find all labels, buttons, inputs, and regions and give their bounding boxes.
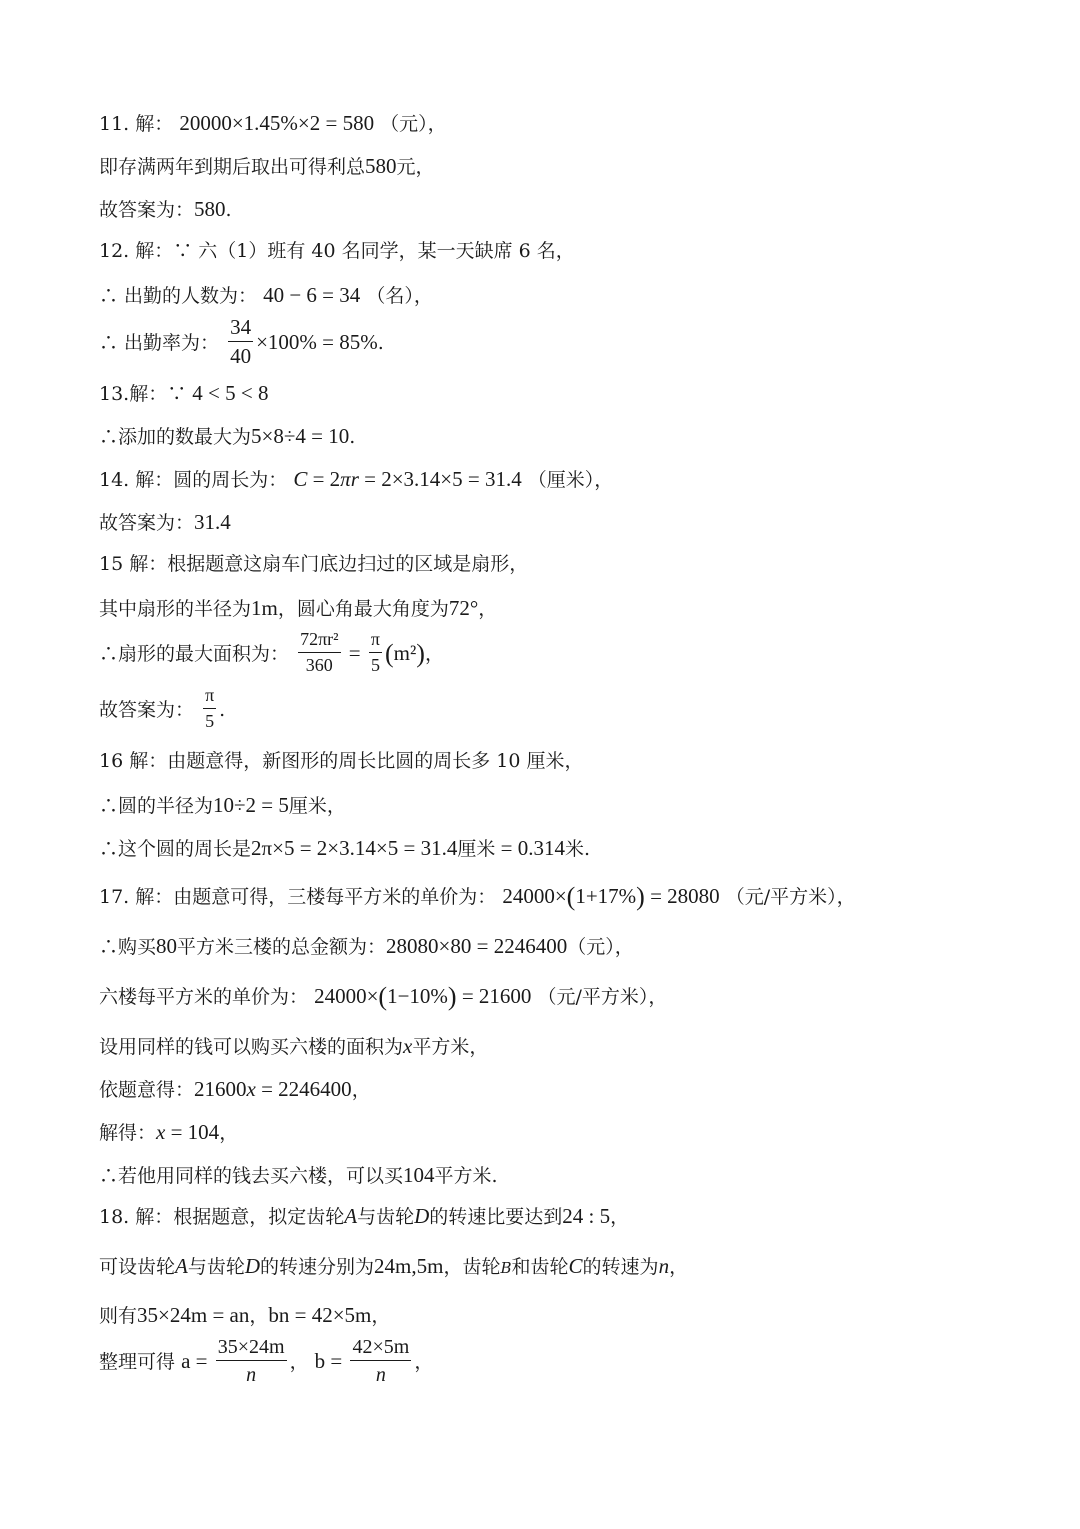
solution-15-line-3: ∴扇形的最大面积为： $\frac{\text{72πr²}}{360}$ = $\frac{\pi}{5}$ (m²)， — [99, 629, 444, 675]
fraction: $\frac{35\times 24m}{n}$ — [217, 1336, 285, 1386]
solution-11-answer: 故答案为：580. — [99, 197, 232, 221]
solution-13-line-1: 13.解：∵ 4 < 5 < 8 — [99, 381, 269, 405]
solution-13-line-2: ∴添加的数最大为5×8÷4 = 10. — [99, 424, 356, 448]
fraction: $\frac{42\times 5m}{n}$ — [352, 1336, 410, 1386]
solution-16-line-2: ∴圆的半径为10÷2 = 5厘米， — [99, 793, 346, 817]
solution-17-line-4: 设用同样的钱可以购买六楼的面积为x平方米， — [99, 1034, 489, 1058]
solution-18-line-2: 可设齿轮A与齿轮D的转速分别为24m,5m，齿轮B和齿轮C的转速为n， — [99, 1254, 689, 1278]
solution-17-line-5: 依题意得：21600x = 2246400， — [99, 1077, 371, 1101]
solution-12-line-3: ∴ 出勤率为： $\frac{34}{40}$ ×100% = 85%. — [99, 315, 384, 369]
solution-14-line-1: 14. 解：圆的周长为： C = 2πr = 2×3.14×5 = 31.4 （厘米）， — [99, 467, 614, 491]
solution-16-line-1: 16 解：由题意得，新图形的周长比圆的周长多 10 厘米， — [99, 750, 584, 772]
fraction: $\frac{\pi}{5}$ — [205, 685, 215, 731]
solution-15-answer: 故答案为： $\frac{\pi}{5}$ . — [99, 685, 226, 731]
solution-12-line-1: 12. 解：∵ 六（1）班有 40 名同学，某一天缺席 6 名， — [99, 240, 575, 262]
solution-17-line-1: 17. 解：由题意可得，三楼每平方米的单价为： 24000×(1+17%) = 28080 （元/平方米）， — [99, 882, 856, 911]
solution-18-line-4: 整理可得 a = $\frac{35\times 24m}{n}$ ， b = $\frac{42\times 5m}{n}$ ， — [99, 1336, 434, 1386]
fraction: $\frac{\pi}{5}$ — [370, 629, 380, 675]
solution-17-line-2: ∴购买80平方米三楼的总金额为：28080×80 = 2246400（元）， — [99, 934, 634, 958]
fraction: $\frac{\text{72πr²}}{360}$ — [300, 629, 339, 675]
solution-18-line-3: 则有35×24m = an，bn = 42×5m， — [99, 1303, 391, 1327]
solution-12-line-2: ∴ 出勤的人数为： 40 − 6 = 34 （名）， — [99, 283, 433, 307]
solution-17-line-6: 解得：x = 104， — [99, 1120, 239, 1144]
solution-11-line-2: 即存满两年到期后取出可得利总580元， — [99, 154, 435, 178]
solution-16-line-3: ∴这个圆的周长是2π×5 = 2×3.14×5 = 31.4厘米 = 0.314米. — [99, 836, 590, 860]
solution-14-answer: 故答案为：31.4 — [99, 510, 231, 534]
solution-17-conclusion: ∴若他用同样的钱去买六楼，可以买104平方米. — [99, 1163, 498, 1187]
solution-18-line-1: 18. 解：根据题意，拟定齿轮A与齿轮D的转速比要达到24 : 5， — [99, 1204, 630, 1228]
solution-15-line-2: 其中扇形的半径为1m，圆心角最大角度为72°， — [99, 596, 498, 620]
solution-15-line-1: 15 解：根据题意这扇车门底边扫过的区域是扇形， — [99, 553, 529, 575]
solution-11-line-1: 11. 解： 20000×1.45%×2 = 580 （元）， — [99, 111, 447, 135]
fraction: $\frac{34}{40}$ — [230, 315, 252, 369]
solution-17-line-3: 六楼每平方米的单价为： 24000×(1−10%) = 21600 （元/平方米）， — [99, 982, 668, 1011]
